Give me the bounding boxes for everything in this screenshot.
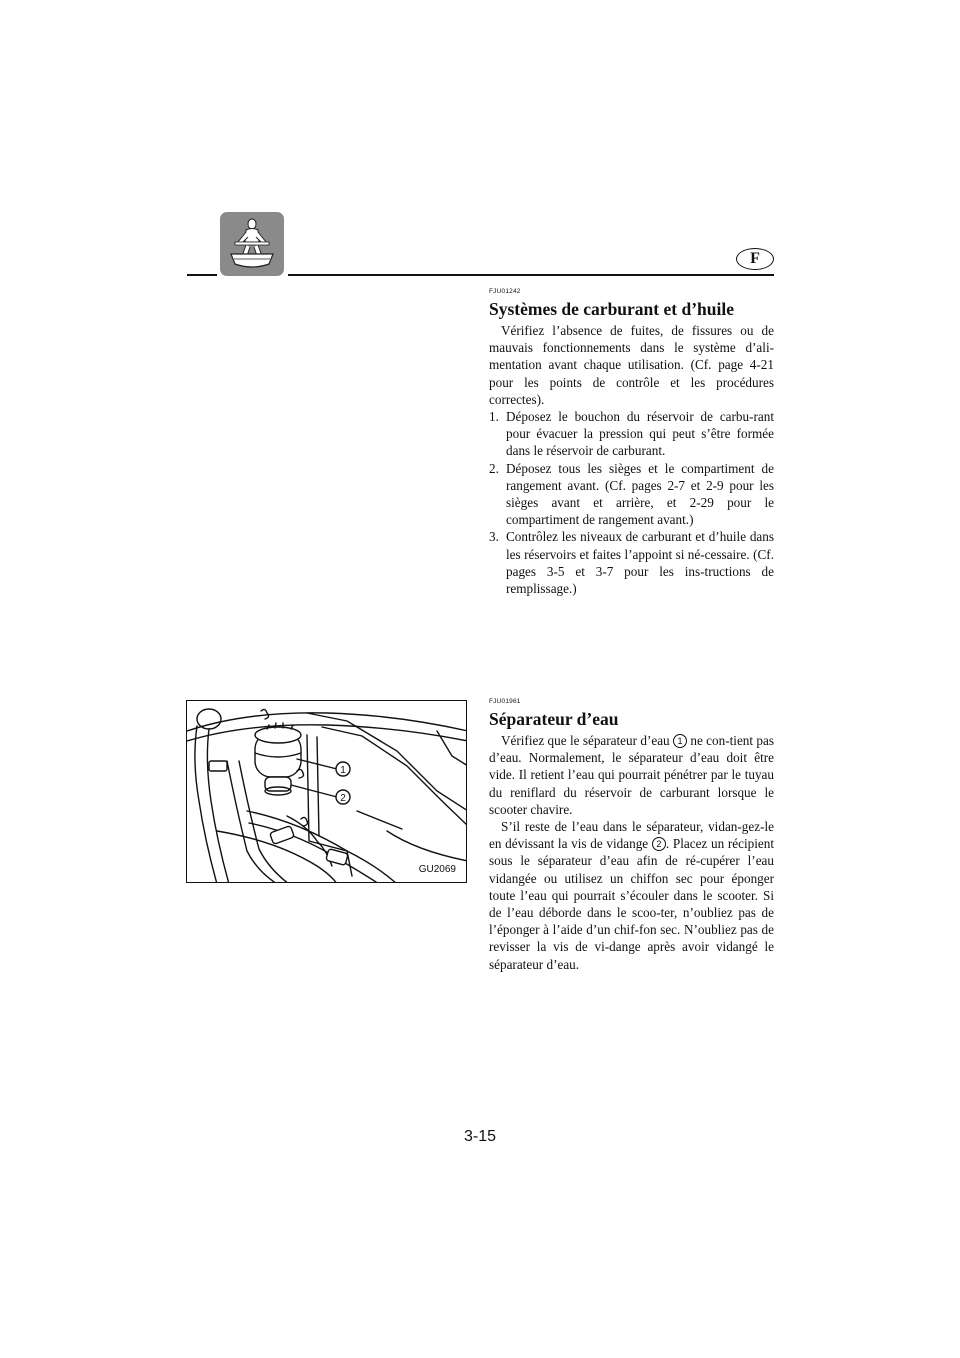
step-text: Contrôlez les niveaux de carburant et d’huile dans les réservoirs et faites l’appoint si né-cessaire. (Cf. pages 3-5 et 3-7 pour les ins-tructions de remplissage.)	[506, 529, 774, 597]
section-intro: Vérifiez l’absence de fuites, de fissures ou de mauvais fonctionnements dans le système d’ali-mentation avant chaque utilisation. (Cf. page 4-21 pour les points de contrôle et les procédures correctes).	[489, 323, 774, 407]
step-number: 3.	[489, 529, 499, 545]
step-text: Déposez tous les sièges et le compartiment de rangement avant. (Cf. pages 2-7 et 2-9 pour les sièges avant et arrière, et 2-29 pour le compartiment de rangement avant.)	[506, 460, 774, 528]
header-rule-left	[187, 274, 217, 276]
steps-list	[489, 408, 774, 597]
section-title: Séparateur d’eau	[489, 709, 619, 729]
list-item	[489, 460, 774, 529]
paragraph-text: Vérifiez que le séparateur d’eau	[501, 733, 674, 748]
water-separator-illustration	[186, 700, 467, 883]
callout-marker-1: 1	[673, 734, 687, 748]
page-number: 3-15	[463, 1128, 497, 1145]
paragraph-text: S’il reste de l’eau dans le séparateur, vidan-gez-le en dévissant la vis de vidange	[489, 819, 774, 852]
paragraph-text: ne con-tient pas d’eau. Normalement, le séparateur d’eau doit être vide. Il retient l’eau qui pourrait pénétrer par le tuyau du reniflard du réservoir de carburant lorsque le scooter chavire.	[489, 733, 774, 817]
figure-callout-1: 1	[340, 765, 346, 776]
jet-ski-rider-icon	[220, 212, 284, 276]
header-rule-right	[288, 274, 774, 276]
paragraph	[489, 732, 774, 818]
step-text: Déposez le bouchon du réservoir de carbu-rant pour évacuer la pression qui peut s’être formée dans le réservoir de carburant.	[506, 409, 774, 459]
section-fuel-oil-systems	[489, 288, 774, 597]
section-title: Systèmes de carburant et d’huile	[489, 299, 734, 319]
step-number: 1.	[489, 409, 499, 425]
section-code: FJU01961	[489, 698, 521, 705]
step-number: 2.	[489, 460, 499, 476]
section-code: FJU01242	[489, 288, 521, 295]
section-water-separator	[489, 698, 774, 973]
callout-marker-2: 2	[652, 837, 666, 851]
list-item	[489, 408, 774, 460]
language-badge: F	[736, 248, 774, 270]
list-item	[489, 528, 774, 597]
figure-callout-2: 2	[340, 793, 346, 804]
paragraph-text: . Placez un récipient sous le séparateur d’eau afin de ré-cupérer l’eau vidangée ou utilisez un chiffon sec pour éponger toute l’eau qui pourrait s’écouler dans le scooter. Si de l’eau déborde dans le scoo-ter, n’oubliez pas de l’éponger à l’aide d’un chif-fon sec. N’oubliez pas de revisser la vis de vi-dange après avoir vidangé le séparateur d’eau.	[489, 836, 774, 972]
paragraph	[489, 818, 774, 973]
figure-code: GU2069	[418, 864, 456, 875]
